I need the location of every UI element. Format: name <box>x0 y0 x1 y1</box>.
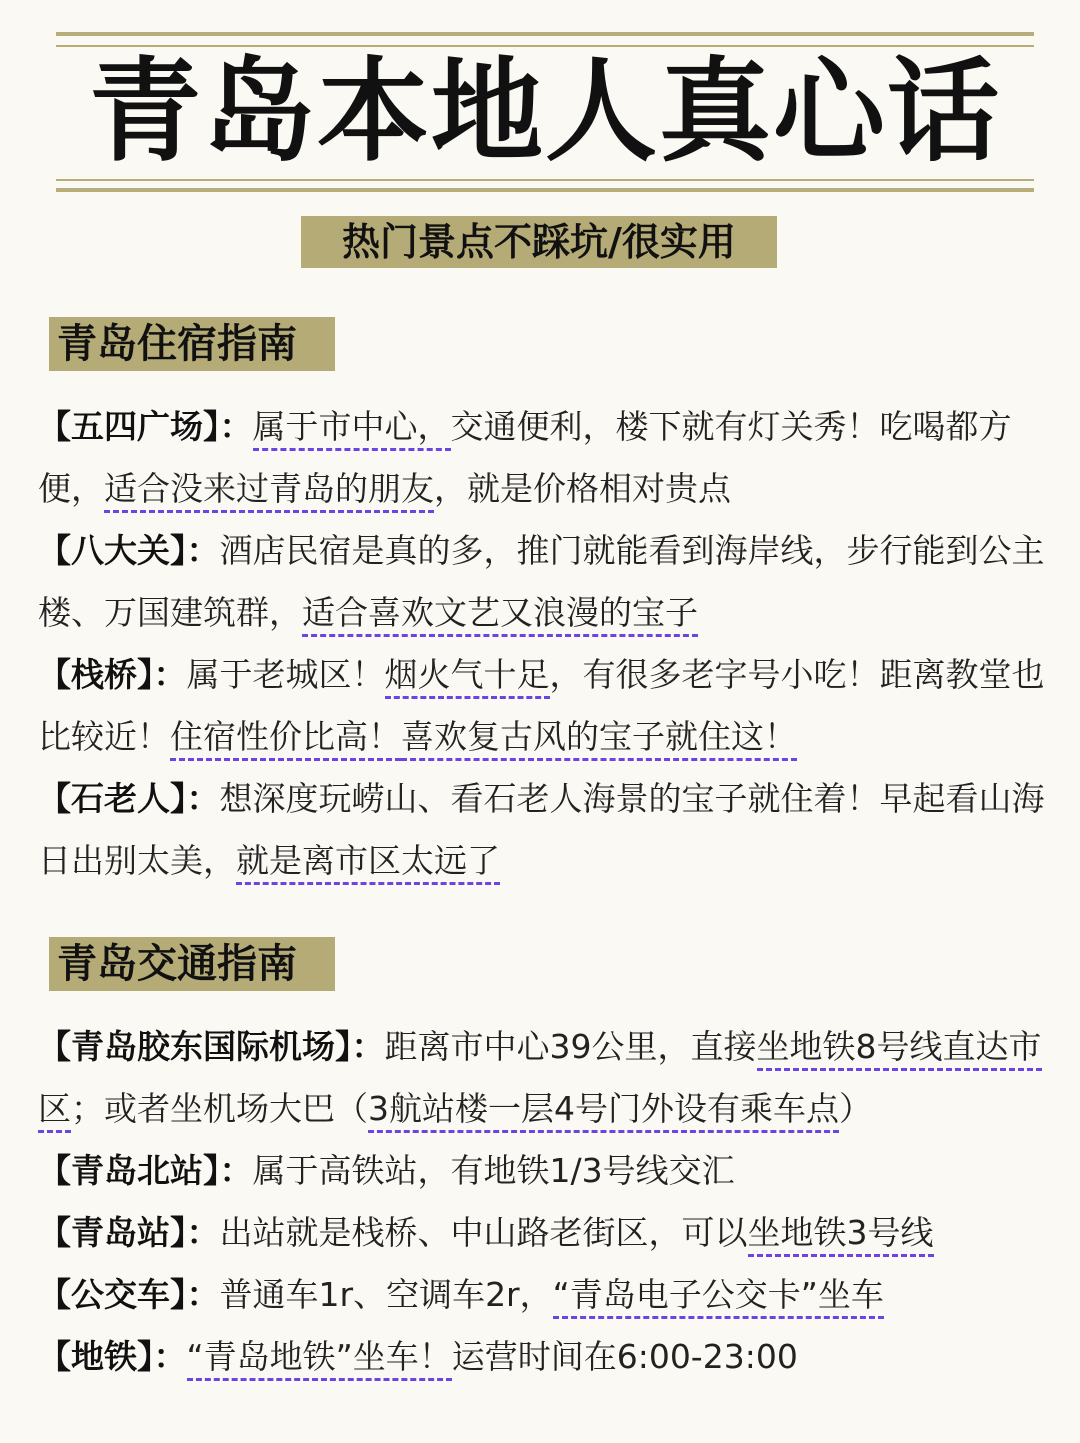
entry-text: ，就是价格相对贵点 <box>434 469 731 508</box>
transport-entry <box>38 1016 1068 1140</box>
entry-key: 【八大关】： <box>38 531 220 570</box>
entry-text: 想深度玩崂山、看石老人海景的宝子就住着！早起看山海日出别太美， <box>38 779 1045 880</box>
section-title-accommodation: 青岛住宿指南 <box>49 317 335 371</box>
highlighted-text: 坐地铁3号线 <box>748 1213 934 1257</box>
transport-entry <box>38 1202 1068 1264</box>
highlighted-text: 坐地铁8号线直达市区 <box>38 1027 1042 1133</box>
entry-text: 距离市中心39公里，直接 <box>384 1027 757 1066</box>
highlighted-text: “青岛地铁”坐车！ <box>187 1337 452 1381</box>
entry-text: 属于老城区！ <box>186 655 385 694</box>
accommodation-entry <box>38 520 1068 644</box>
entry-key: 【青岛站】： <box>38 1213 220 1252</box>
transport-section <box>38 1016 1068 1388</box>
highlighted-text: “青岛电子公交卡”坐车 <box>553 1275 884 1319</box>
accommodation-section <box>38 396 1068 892</box>
entry-key: 【青岛胶东国际机场】： <box>38 1027 385 1066</box>
highlighted-text: 烟火气十足 <box>385 655 550 699</box>
entry-text: ） <box>839 1089 872 1128</box>
highlighted-text: 3航站楼一层4号门外设有乘车点 <box>368 1089 839 1133</box>
transport-entry <box>38 1264 1068 1326</box>
highlighted-text: 就是离市区太远了 <box>236 841 500 885</box>
transport-entry <box>38 1326 1068 1388</box>
bottom-rule-thick <box>56 188 1034 192</box>
entry-key: 【五四广场】： <box>38 407 253 446</box>
entry-key: 【石老人】： <box>38 779 220 818</box>
highlighted-text: 适合喜欢文艺又浪漫的宝子 <box>302 593 698 637</box>
entry-text: ；或者坐机场大巴（ <box>71 1089 368 1128</box>
entry-text: ，有很多老字号小吃！距离教堂也比较近！ <box>38 655 1045 756</box>
bottom-rule-thin <box>56 179 1034 181</box>
accommodation-entry <box>38 768 1068 892</box>
accommodation-entry <box>38 644 1068 768</box>
page-title: 青岛本地人真心话 <box>89 47 1001 177</box>
highlighted-text: 属于市中心， <box>253 407 451 451</box>
entry-key: 【地铁】： <box>38 1337 187 1376</box>
highlighted-text: 住宿性价比高！ <box>170 717 401 761</box>
section-title-transport: 青岛交通指南 <box>49 937 335 991</box>
entry-text: 普通车1r、空调车2r， <box>219 1275 553 1314</box>
accommodation-entry <box>38 396 1068 520</box>
subtitle-banner: 热门景点不踩坑/很实用 <box>301 216 777 268</box>
entry-text: 交通便利，楼下就有灯关秀！吃喝都方便， <box>38 407 1012 508</box>
top-rule-thick <box>56 32 1034 36</box>
entry-text: 酒店民宿是真的多，推门就能看到海岸线，步行能到公主楼、万国建筑群， <box>38 531 1045 632</box>
highlighted-text: 喜欢复古风的宝子就住这！ <box>401 717 797 761</box>
entry-text: 出站就是栈桥、中山路老街区，可以 <box>219 1213 748 1252</box>
entry-text: 运营时间在6:00-23:00 <box>451 1337 798 1376</box>
entry-text: 属于高铁站，有地铁1/3号线交汇 <box>252 1151 735 1190</box>
highlighted-text: 适合没来过青岛的朋友 <box>104 469 434 513</box>
transport-entry <box>38 1140 1068 1202</box>
entry-key: 【公交车】： <box>38 1275 220 1314</box>
entry-key: 【栈桥】： <box>38 655 187 694</box>
entry-key: 【青岛北站】： <box>38 1151 253 1190</box>
